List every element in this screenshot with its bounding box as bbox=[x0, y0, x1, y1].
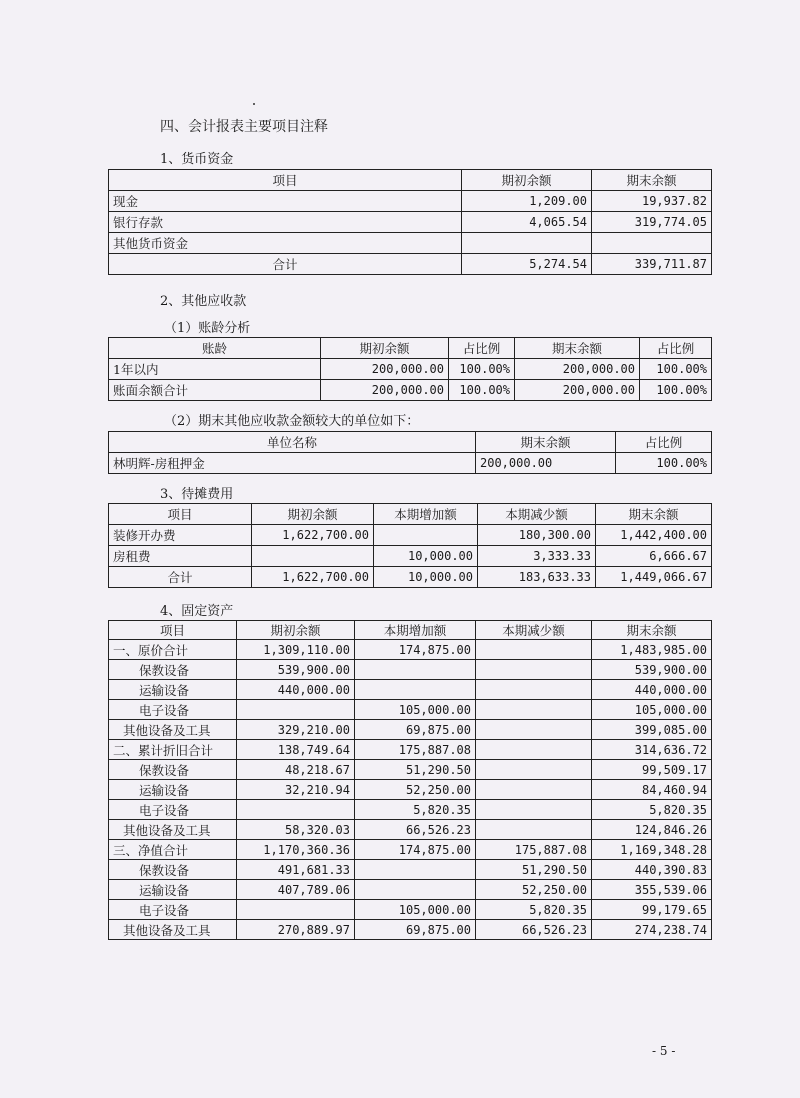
closing-balance: 1,169,348.28 bbox=[592, 840, 712, 860]
prepaid-heading: 3、待摊费用 bbox=[160, 487, 234, 502]
column-header: 期末余额 bbox=[592, 170, 712, 191]
period-increase: 69,875.00 bbox=[355, 920, 476, 940]
opening-balance: 491,681.33 bbox=[237, 860, 355, 880]
opening-balance: 200,000.00 bbox=[321, 380, 449, 401]
period-increase: 5,820.35 bbox=[355, 800, 476, 820]
scan-speck bbox=[253, 103, 255, 105]
column-header: 本期增加额 bbox=[355, 621, 476, 640]
closing-balance: 399,085.00 bbox=[592, 720, 712, 740]
row-label: 其他设备及工具 bbox=[109, 820, 237, 840]
row-label: 运输设备 bbox=[109, 880, 237, 900]
table-row bbox=[109, 880, 712, 900]
aging-table bbox=[108, 337, 712, 401]
table-header-row bbox=[109, 170, 712, 191]
closing-ratio: 100.00% bbox=[640, 380, 712, 401]
row-label: 林明辉-房租押金 bbox=[109, 453, 476, 474]
row-label: 一、原价合计 bbox=[109, 640, 237, 660]
table-row bbox=[109, 800, 712, 820]
closing-balance: 539,900.00 bbox=[592, 660, 712, 680]
table-row bbox=[109, 212, 712, 233]
column-header: 占比例 bbox=[616, 432, 712, 453]
table-row bbox=[109, 760, 712, 780]
opening-balance: 270,889.97 bbox=[237, 920, 355, 940]
closing-balance: 440,390.83 bbox=[592, 860, 712, 880]
period-decrease bbox=[476, 780, 592, 800]
opening-balance: 1,309,110.00 bbox=[237, 640, 355, 660]
table-header-row bbox=[109, 432, 712, 453]
table-row bbox=[109, 780, 712, 800]
table-row bbox=[109, 546, 712, 567]
table-row bbox=[109, 359, 712, 380]
row-label: 保教设备 bbox=[109, 760, 237, 780]
closing-balance: 5,820.35 bbox=[592, 800, 712, 820]
row-label: 账面余额合计 bbox=[109, 380, 321, 401]
period-increase bbox=[374, 525, 478, 546]
closing-balance: 99,509.17 bbox=[592, 760, 712, 780]
closing-balance: 99,179.65 bbox=[592, 900, 712, 920]
period-increase: 174,875.00 bbox=[355, 840, 476, 860]
prepaid-table bbox=[108, 503, 712, 588]
row-label: 运输设备 bbox=[109, 780, 237, 800]
closing-balance: 6,666.67 bbox=[596, 546, 712, 567]
opening-balance: 48,218.67 bbox=[237, 760, 355, 780]
opening-balance: 4,065.54 bbox=[462, 212, 592, 233]
period-decrease: 66,526.23 bbox=[476, 920, 592, 940]
opening-balance bbox=[252, 546, 374, 567]
closing-balance: 1,483,985.00 bbox=[592, 640, 712, 660]
period-decrease: 5,820.35 bbox=[476, 900, 592, 920]
table-row bbox=[109, 191, 712, 212]
period-increase: 51,290.50 bbox=[355, 760, 476, 780]
column-header: 账龄 bbox=[109, 338, 321, 359]
table-row bbox=[109, 900, 712, 920]
subtotal-row bbox=[109, 840, 712, 860]
closing-balance: 274,238.74 bbox=[592, 920, 712, 940]
period-decrease bbox=[476, 640, 592, 660]
table-header-row bbox=[109, 621, 712, 640]
row-label: 保教设备 bbox=[109, 860, 237, 880]
row-label: 三、净值合计 bbox=[109, 840, 237, 860]
closing-balance: 1,449,066.67 bbox=[596, 567, 712, 588]
closing-balance: 200,000.00 bbox=[476, 453, 616, 474]
period-decrease bbox=[476, 680, 592, 700]
column-header: 期末余额 bbox=[515, 338, 640, 359]
column-header: 占比例 bbox=[640, 338, 712, 359]
period-increase bbox=[355, 860, 476, 880]
period-decrease: 183,633.33 bbox=[478, 567, 596, 588]
opening-balance: 329,210.00 bbox=[237, 720, 355, 740]
column-header: 项目 bbox=[109, 170, 462, 191]
period-decrease: 51,290.50 bbox=[476, 860, 592, 880]
cash-table bbox=[108, 169, 712, 275]
opening-balance: 407,789.06 bbox=[237, 880, 355, 900]
table-row bbox=[109, 720, 712, 740]
table-row bbox=[109, 700, 712, 720]
row-label: 电子设备 bbox=[109, 900, 237, 920]
fixed-assets-table bbox=[108, 620, 712, 940]
row-label: 电子设备 bbox=[109, 800, 237, 820]
column-header: 本期增加额 bbox=[374, 504, 478, 525]
closing-balance: 339,711.87 bbox=[592, 254, 712, 275]
row-label: 二、累计折旧合计 bbox=[109, 740, 237, 760]
opening-balance: 1,622,700.00 bbox=[252, 525, 374, 546]
fixed-assets-body bbox=[109, 640, 712, 940]
period-increase: 52,250.00 bbox=[355, 780, 476, 800]
opening-balance: 32,210.94 bbox=[237, 780, 355, 800]
period-increase: 10,000.00 bbox=[374, 567, 478, 588]
period-decrease bbox=[476, 740, 592, 760]
period-increase: 10,000.00 bbox=[374, 546, 478, 567]
column-header: 期初余额 bbox=[237, 621, 355, 640]
column-header: 本期减少额 bbox=[478, 504, 596, 525]
column-header: 期末余额 bbox=[476, 432, 616, 453]
row-label: 合计 bbox=[109, 254, 462, 275]
opening-balance: 1,622,700.00 bbox=[252, 567, 374, 588]
period-decrease bbox=[476, 660, 592, 680]
table-row bbox=[109, 233, 712, 254]
period-increase: 105,000.00 bbox=[355, 900, 476, 920]
total-row bbox=[109, 567, 712, 588]
closing-balance: 355,539.06 bbox=[592, 880, 712, 900]
closing-balance: 440,000.00 bbox=[592, 680, 712, 700]
closing-balance: 1,442,400.00 bbox=[596, 525, 712, 546]
large-receivables-heading: （2）期末其他应收款金额较大的单位如下： bbox=[164, 414, 420, 429]
row-label: 装修开办费 bbox=[109, 525, 252, 546]
subtotal-row bbox=[109, 740, 712, 760]
page-number: - 5 - bbox=[652, 1044, 676, 1058]
row-label: 电子设备 bbox=[109, 700, 237, 720]
closing-balance: 84,460.94 bbox=[592, 780, 712, 800]
opening-balance: 1,170,360.36 bbox=[237, 840, 355, 860]
total-row bbox=[109, 380, 712, 401]
closing-balance: 19,937.82 bbox=[592, 191, 712, 212]
opening-balance: 5,274.54 bbox=[462, 254, 592, 275]
period-increase: 174,875.00 bbox=[355, 640, 476, 660]
row-label: 1年以内 bbox=[109, 359, 321, 380]
period-increase: 175,887.08 bbox=[355, 740, 476, 760]
column-header: 期初余额 bbox=[252, 504, 374, 525]
opening-balance: 58,320.03 bbox=[237, 820, 355, 840]
column-header: 期初余额 bbox=[321, 338, 449, 359]
table-row bbox=[109, 920, 712, 940]
opening-ratio: 100.00% bbox=[449, 380, 515, 401]
period-increase: 66,526.23 bbox=[355, 820, 476, 840]
row-label: 其他设备及工具 bbox=[109, 720, 237, 740]
period-increase bbox=[355, 680, 476, 700]
period-decrease bbox=[476, 700, 592, 720]
column-header: 期末余额 bbox=[592, 621, 712, 640]
period-decrease bbox=[476, 760, 592, 780]
closing-ratio: 100.00% bbox=[616, 453, 712, 474]
opening-balance: 138,749.64 bbox=[237, 740, 355, 760]
period-increase bbox=[355, 660, 476, 680]
row-label: 银行存款 bbox=[109, 212, 462, 233]
row-label: 其他设备及工具 bbox=[109, 920, 237, 940]
table-header-row bbox=[109, 338, 712, 359]
period-decrease: 52,250.00 bbox=[476, 880, 592, 900]
opening-balance: 539,900.00 bbox=[237, 660, 355, 680]
closing-ratio: 100.00% bbox=[640, 359, 712, 380]
large-receivables-table bbox=[108, 431, 712, 474]
row-label: 其他货币资金 bbox=[109, 233, 462, 254]
table-row bbox=[109, 525, 712, 546]
closing-balance: 314,636.72 bbox=[592, 740, 712, 760]
fixed-assets-heading: 4、固定资产 bbox=[160, 604, 234, 619]
closing-balance bbox=[592, 233, 712, 254]
aging-heading: （1）账龄分析 bbox=[164, 321, 251, 336]
subtotal-row bbox=[109, 640, 712, 660]
receivables-heading: 2、其他应收款 bbox=[160, 294, 247, 309]
opening-balance bbox=[237, 700, 355, 720]
table-row bbox=[109, 820, 712, 840]
column-header: 单位名称 bbox=[109, 432, 476, 453]
opening-ratio: 100.00% bbox=[449, 359, 515, 380]
table-row bbox=[109, 860, 712, 880]
period-increase: 69,875.00 bbox=[355, 720, 476, 740]
period-increase bbox=[355, 880, 476, 900]
closing-balance: 105,000.00 bbox=[592, 700, 712, 720]
column-header: 本期减少额 bbox=[476, 621, 592, 640]
period-decrease: 180,300.00 bbox=[478, 525, 596, 546]
column-header: 项目 bbox=[109, 621, 237, 640]
opening-balance bbox=[237, 900, 355, 920]
column-header: 占比例 bbox=[449, 338, 515, 359]
opening-balance bbox=[462, 233, 592, 254]
table-row bbox=[109, 453, 712, 474]
period-decrease bbox=[476, 720, 592, 740]
opening-balance bbox=[237, 800, 355, 820]
column-header: 期初余额 bbox=[462, 170, 592, 191]
table-row bbox=[109, 660, 712, 680]
row-label: 运输设备 bbox=[109, 680, 237, 700]
period-increase: 105,000.00 bbox=[355, 700, 476, 720]
closing-balance: 200,000.00 bbox=[515, 359, 640, 380]
column-header: 期末余额 bbox=[596, 504, 712, 525]
closing-balance: 319,774.05 bbox=[592, 212, 712, 233]
row-label: 现金 bbox=[109, 191, 462, 212]
section-title: 四、会计报表主要项目注释 bbox=[160, 119, 328, 135]
closing-balance: 124,846.26 bbox=[592, 820, 712, 840]
row-label: 房租费 bbox=[109, 546, 252, 567]
opening-balance: 200,000.00 bbox=[321, 359, 449, 380]
row-label: 保教设备 bbox=[109, 660, 237, 680]
row-label: 合计 bbox=[109, 567, 252, 588]
opening-balance: 1,209.00 bbox=[462, 191, 592, 212]
table-header-row bbox=[109, 504, 712, 525]
period-decrease: 175,887.08 bbox=[476, 840, 592, 860]
total-row bbox=[109, 254, 712, 275]
column-header: 项目 bbox=[109, 504, 252, 525]
cash-heading: 1、货币资金 bbox=[160, 152, 234, 167]
period-decrease bbox=[476, 800, 592, 820]
period-decrease: 3,333.33 bbox=[478, 546, 596, 567]
period-decrease bbox=[476, 820, 592, 840]
opening-balance: 440,000.00 bbox=[237, 680, 355, 700]
closing-balance: 200,000.00 bbox=[515, 380, 640, 401]
table-row bbox=[109, 680, 712, 700]
